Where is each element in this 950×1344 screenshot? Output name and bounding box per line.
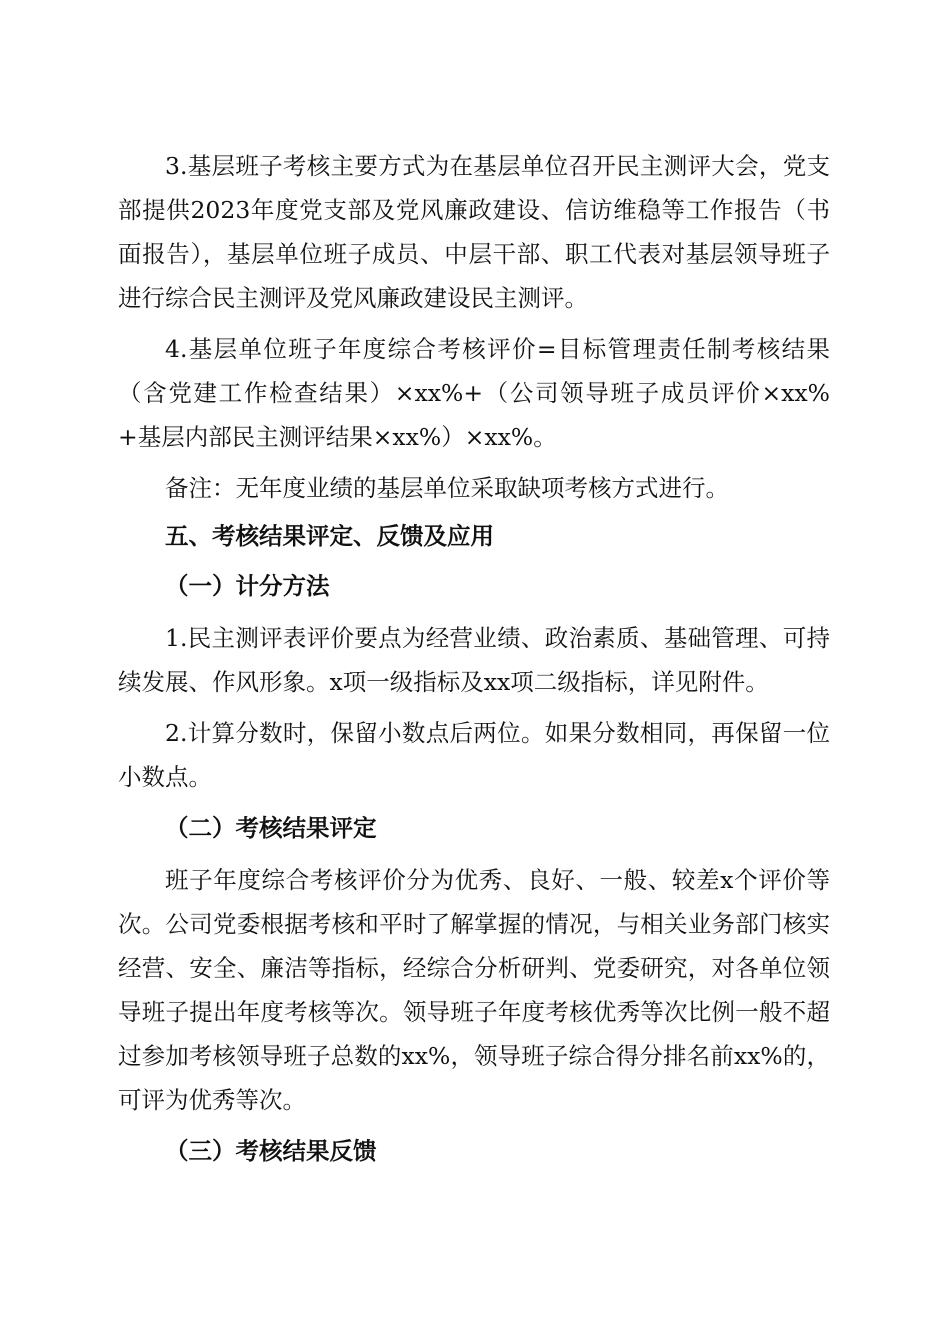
section-5-heading: 五、考核结果评定、反馈及应用 <box>165 522 494 550</box>
subsection-2-heading: （二）考核结果评定 <box>165 814 377 842</box>
scoring-item-2: 2.计算分数时，保留小数点后两位。如果分数相同，再保留一位小数点。 <box>118 719 830 791</box>
scoring-item-1: 1.民主测评表评价要点为经营业绩、政治素质、基础管理、可持续发展、作风形象。x项一级指标及xx项二级指标，详见附件。 <box>118 624 830 696</box>
paragraph-item-4: 4.基层单位班子年度综合考核评价=目标管理责任制考核结果（含党建工作检查结果）×xx%+（公司领导班子成员评价×xx%+基层内部民主测评结果×xx%）×xx%。 <box>118 335 830 451</box>
document-body <box>118 144 830 1181</box>
note-paragraph: 备注：无年度业绩的基层单位采取缺项考核方式进行。 <box>165 474 729 502</box>
evaluation-paragraph: 班子年度综合考核评价分为优秀、良好、一般、较差x个评价等次。公司党委根据考核和平时了解掌握的情况，与相关业务部门核实经营、安全、廉洁等指标，经综合分析研判、党委研究，对各单位领导班子提出年度考核等次。领导班子年度考核优秀等次比例一般不超过参加考核领导班子总数的xx%，领导班子综合得分排名前xx%的，可评为优秀等次。 <box>118 866 830 1114</box>
subsection-3-heading: （三）考核结果反馈 <box>165 1137 377 1165</box>
subsection-1-heading: （一）计分方法 <box>165 572 330 600</box>
paragraph-item-3: 3.基层班子考核主要方式为在基层单位召开民主测评大会，党支部提供2023年度党支部及党风廉政建设、信访维稳等工作报告（书面报告），基层单位班子成员、中层干部、职工代表对基层领导班子进行综合民主测评及党风廉政建设民主测评。 <box>118 152 830 312</box>
